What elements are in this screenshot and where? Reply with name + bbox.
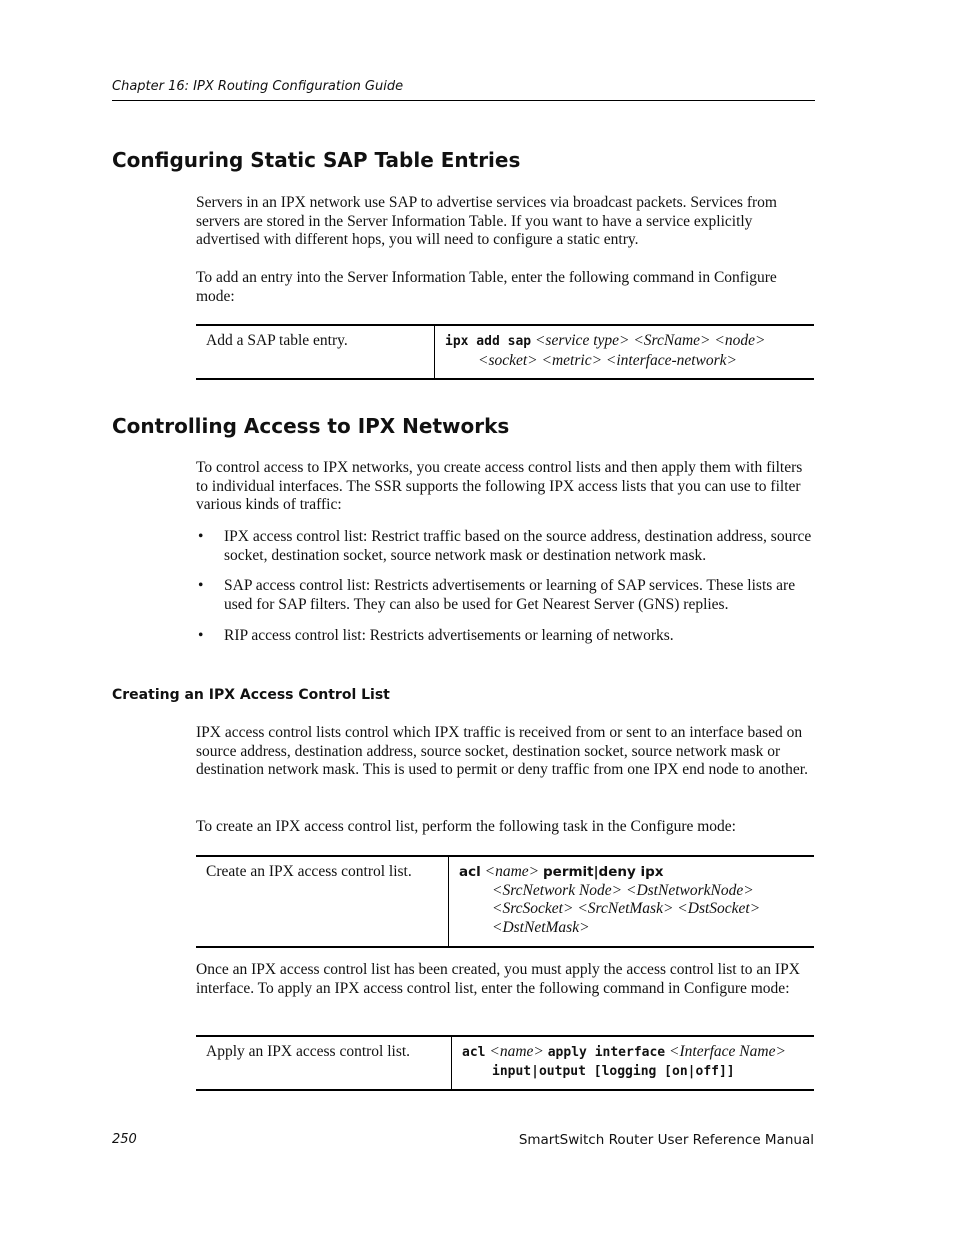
syntax-cell	[449, 856, 815, 947]
paragraph-sap-instruction: To add an entry into the Server Information Table, enter the following command in Configure mode:	[196, 269, 777, 305]
command-args-line3: <SrcSocket> <SrcNetMask> <DstSocket>	[492, 900, 761, 918]
syntax-cell	[435, 325, 815, 379]
command-arg-interface: <Interface Name>	[665, 1043, 786, 1060]
command-keywords-line2: input|output [logging [on|off]]	[492, 1063, 735, 1079]
command-args: <service type> <SrcName> <node>	[531, 332, 766, 349]
command-args-line4: <DstNetMask>	[492, 919, 590, 937]
task-cell: Create an IPX access control list.	[196, 856, 449, 947]
paragraph-acl-intro: IPX access control lists control which IPX traffic is received from or sent to an interface based on source address, destination address, source socket, destination socket, source network mask or destination network mask. This is used to permit or deny traffic from one IPX end node to another.	[196, 724, 808, 779]
manual-title: SmartSwitch Router User Reference Manual	[518, 1132, 814, 1148]
list-item-text: IPX access control list: Restrict traffic based on the source address, destination address, source socket, destination socket, source network mask or destination network mask.	[224, 528, 812, 564]
bullet-glyph: •	[198, 577, 204, 595]
page-number: 250	[112, 1132, 137, 1147]
paragraph-apply-acl: Once an IPX access control list has been created, you must apply the access control list to an IPX interface. To apply an IPX access control list, enter the following command in Configure mode:	[196, 961, 800, 997]
command-table-sap	[196, 324, 814, 380]
list-item	[196, 528, 816, 565]
table-row	[196, 1036, 814, 1090]
header-rule	[112, 100, 815, 101]
running-header: Chapter 16: IPX Routing Configuration Guide	[112, 79, 404, 94]
bullet-glyph: •	[198, 528, 204, 545]
command-arg-name: <name>	[485, 1043, 548, 1060]
command-keyword-acl: acl	[459, 864, 481, 880]
list-item	[196, 627, 816, 646]
command-keyword: ipx add sap	[445, 334, 532, 349]
list-item-text: RIP access control list: Restricts advertisements or learning of networks.	[224, 626, 674, 644]
task-cell: Apply an IPX access control list.	[196, 1036, 452, 1090]
command-table-create-acl	[196, 855, 814, 948]
command-args-cont: <socket> <metric> <interface-network>	[478, 351, 738, 369]
section-heading-access: Controlling Access to IPX Networks	[112, 414, 510, 438]
command-table-apply-acl	[196, 1035, 814, 1091]
table-row	[196, 856, 814, 947]
access-list-types	[196, 528, 816, 646]
subsection-heading-create-acl: Creating an IPX Access Control List	[112, 687, 390, 703]
list-item	[196, 577, 816, 614]
command-args-line2: <SrcNetwork Node> <DstNetworkNode>	[492, 881, 754, 899]
section-heading-static-sap: Configuring Static SAP Table Entries	[112, 148, 521, 172]
task-cell: Add a SAP table entry.	[196, 325, 435, 379]
list-item-text: SAP access control list: Restricts advertisements or learning of SAP services. These lists are used for SAP filters. They can also be used for Get Nearest Server (GNS) replies.	[224, 577, 796, 614]
paragraph-sap-intro: Servers in an IPX network use SAP to advertise services via broadcast packets. Services from servers are stored in the Server Information Table. If you want to have a service explicitly advertised with different hops, you will need to configure a static entry.	[196, 194, 777, 249]
command-keyword-apply: apply interface	[547, 1045, 666, 1060]
bullet-glyph: •	[198, 626, 204, 644]
command-keyword-permit: permit|deny ipx	[543, 864, 664, 880]
syntax-cell	[452, 1036, 815, 1090]
command-keyword-acl: acl	[462, 1045, 486, 1060]
paragraph-acl-instruction: To create an IPX access control list, perform the following task in the Configure mode:	[196, 818, 736, 835]
paragraph-access-intro: To control access to IPX networks, you create access control lists and then apply them with filters to individual interfaces. The SSR supports the following IPX access lists that you can use to filter various kinds of traffic:	[196, 459, 803, 514]
command-arg-name: <name>	[480, 863, 543, 880]
table-row	[196, 325, 814, 379]
